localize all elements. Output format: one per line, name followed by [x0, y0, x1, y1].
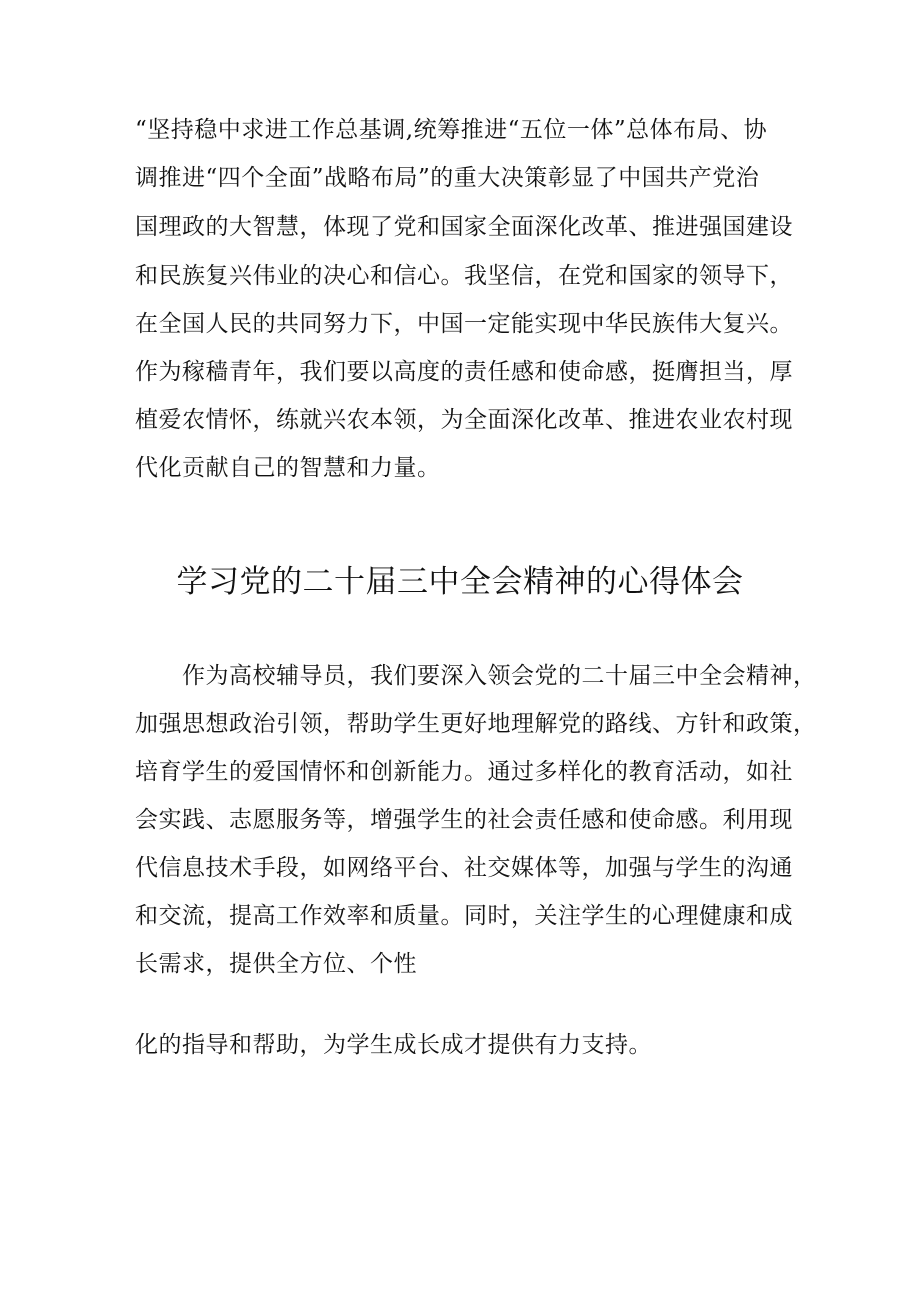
section-heading: 学习党的二十届三中全会精神的心得体会	[176, 564, 744, 600]
paragraph-line: 会实践、志愿服务等，增强学生的社会责任感和使命感。利用现	[135, 807, 793, 833]
paragraph-line: “坚持稳中求进工作总基调,统筹推进“五位一体”总体布局、协	[135, 117, 768, 143]
continuation-line: 化的指导和帮助，为学生成长成才提供有力支持。	[135, 1032, 652, 1058]
paragraph-line: 代信息技术手段，如网络平台、社交媒体等，加强与学生的沟通	[135, 855, 793, 881]
paragraph-line: 和民族复兴伟业的决心和信心。我坚信，在党和国家的领导下，	[135, 263, 793, 289]
paragraph-line: 植爱农情怀，练就兴农本领，为全面深化改革、推进农业农村现	[135, 407, 793, 433]
paragraph-line: 在全国人民的共同努力下，中国一定能实现中华民族伟大复兴。	[135, 311, 793, 337]
paragraph-line: 作为稼穑青年，我们要以高度的责任感和使命感，挺膺担当，厚	[135, 359, 793, 385]
paragraph-line: 培育学生的爱国情怀和创新能力。通过多样化的教育活动，如社	[135, 759, 793, 785]
paragraph-line: 国理政的大智慧，体现了党和国家全面深化改革、推进强国建设	[135, 214, 793, 240]
paragraph-line: 加强思想政治引领，帮助学生更好地理解党的路线、方针和政策，	[135, 711, 817, 737]
paragraph-line: 和交流，提高工作效率和质量。同时，关注学生的心理健康和成	[135, 903, 793, 929]
paragraph-line: 调推进“四个全面”战略布局”的重大决策彰显了中国共产党治	[135, 165, 760, 191]
paragraph-line: 代化贡献自己的智慧和力量。	[135, 455, 441, 481]
paragraph-line: 长需求，提供全方位、个性	[135, 951, 417, 977]
paragraph-line-indented: 作为高校辅导员，我们要深入领会党的二十届三中全会精神，	[182, 663, 817, 689]
